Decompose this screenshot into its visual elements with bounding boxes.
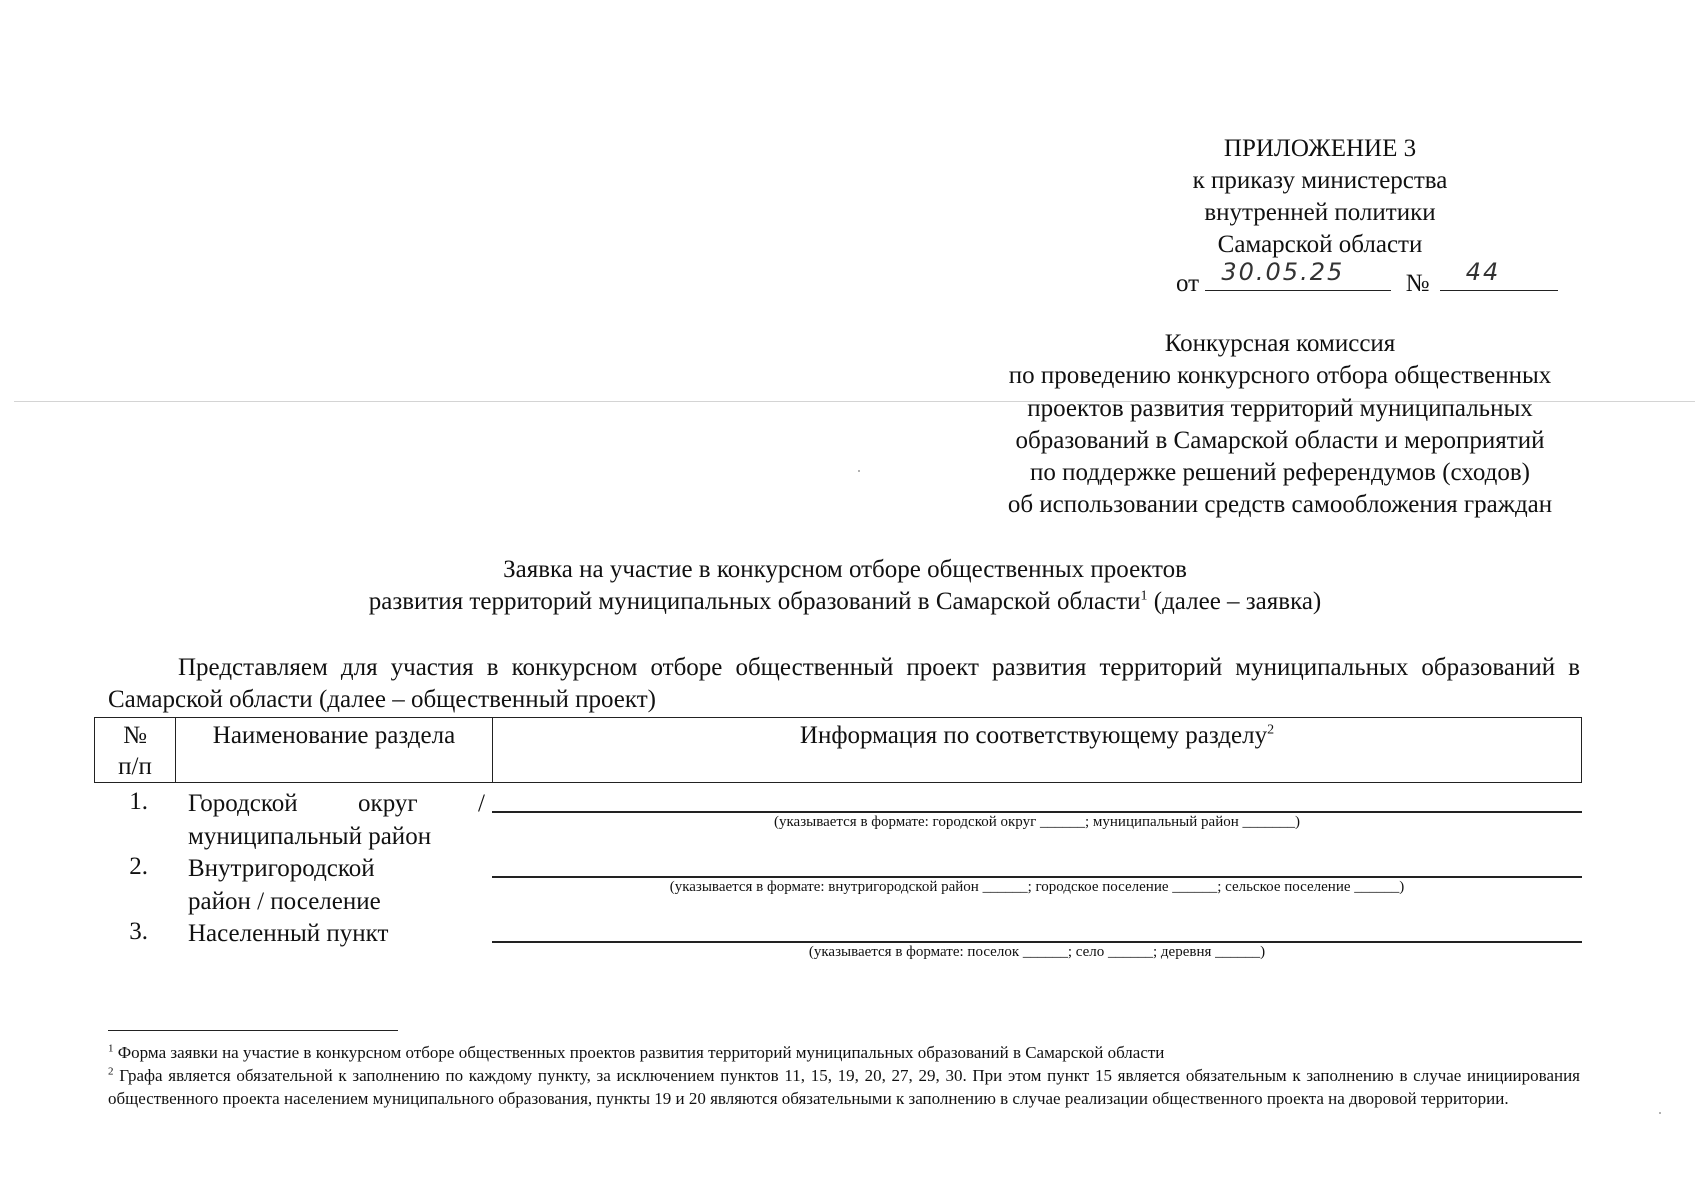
row-label-line: муниципальный район bbox=[188, 823, 432, 850]
commission-line: по проведению конкурсного отбора общественных bbox=[1008, 362, 1552, 390]
application-title bbox=[160, 554, 1530, 618]
row-format-note: (указывается в формате: внутригородской район ______; городское поселение ______; сельское поселение ______) bbox=[669, 879, 1405, 895]
header-section-name-cell bbox=[176, 718, 493, 783]
header-info: Информация по соответствующему разделу bbox=[799, 722, 1268, 749]
commission-line: об использовании средств самообложения граждан bbox=[1007, 491, 1553, 519]
row-input-line[interactable] bbox=[492, 876, 1582, 878]
handwritten-number: 44 bbox=[1465, 258, 1501, 286]
table-header-row bbox=[95, 718, 1582, 783]
footnote-marker: 1 bbox=[108, 1042, 114, 1055]
sections-table bbox=[94, 717, 1582, 783]
footnote-separator bbox=[108, 1030, 398, 1031]
number-prefix: № bbox=[1405, 270, 1430, 297]
footnote-marker: 2 bbox=[108, 1065, 114, 1078]
row-label-line: район / поселение bbox=[188, 888, 381, 915]
title-text: (далее – заявка) bbox=[1147, 588, 1322, 615]
row-format-note: (указывается в формате: поселок ______; село ______; деревня ______) bbox=[808, 944, 1266, 960]
title-text: развития территорий муниципальных образований в Самарской области bbox=[368, 588, 1141, 615]
scan-speck bbox=[858, 470, 860, 472]
appendix-line: внутренней политики bbox=[1204, 199, 1436, 226]
row-input-line[interactable] bbox=[492, 941, 1582, 943]
number-field bbox=[1440, 258, 1558, 291]
commission-line: Конкурсная комиссия bbox=[1164, 330, 1396, 357]
footnote-ref-1: 1 bbox=[1140, 588, 1148, 604]
row-label bbox=[188, 852, 485, 918]
row-label-line: Городской округ / bbox=[188, 790, 485, 817]
row-number: 1. bbox=[129, 788, 148, 815]
header-section-name: Наименование раздела bbox=[212, 722, 456, 749]
intro-paragraph: Представляем для участия в конкурсном отборе общественный проект развития территорий муниципальных образований в Самарской области (далее – общественный проект) bbox=[108, 654, 1580, 713]
header-num-line1: № bbox=[123, 722, 147, 749]
order-date-number-line bbox=[1176, 258, 1558, 297]
commission-line: проектов развития территорий муниципальных bbox=[1027, 394, 1533, 422]
header-num-line2: п/п bbox=[118, 753, 152, 780]
commission-line: по поддержке решений референдумов (сходов) bbox=[1030, 459, 1530, 487]
row-number: 3. bbox=[129, 918, 148, 945]
commission-addressee bbox=[930, 328, 1630, 522]
footnote-ref-2: 2 bbox=[1267, 722, 1275, 738]
row-label bbox=[188, 917, 485, 950]
date-prefix: от bbox=[1176, 270, 1200, 297]
row-label-line: Внутригородской bbox=[188, 855, 375, 882]
footnote-1 bbox=[108, 1041, 1580, 1064]
footnote-2 bbox=[108, 1064, 1580, 1110]
header-num-cell bbox=[95, 718, 176, 783]
appendix-heading: ПРИЛОЖЕНИЕ 3 bbox=[1223, 135, 1417, 162]
header-info-cell bbox=[493, 718, 1582, 783]
row-label bbox=[188, 787, 485, 853]
scan-speck bbox=[1659, 1112, 1661, 1114]
handwritten-date: 30.05.25 bbox=[1221, 258, 1345, 286]
row-label-line: Населенный пункт bbox=[188, 920, 389, 947]
footnote-text: Графа является обязательной к заполнению по каждому пункту, за исключением пунктов 11, 15, 19, 20, 27, 29, 30. При этом пункт 15 является обязательным к заполнению в случае инициирования общественного проекта населением муниципального образования, пункты 19 и 20 являются обязательными к заполнению в случае реализации общественного проекта на дворовой территории. bbox=[108, 1066, 1580, 1108]
application-title-line1: Заявка на участие в конкурсном отборе общественных проектов bbox=[503, 556, 1187, 583]
commission-line: образований в Самарской области и мероприятий bbox=[1015, 426, 1545, 454]
appendix-line: Самарской области bbox=[1217, 231, 1423, 258]
row-number: 2. bbox=[129, 853, 148, 880]
footnotes bbox=[108, 1041, 1580, 1110]
application-title-line2 bbox=[160, 586, 1530, 618]
row-input-line[interactable] bbox=[492, 811, 1582, 813]
date-field bbox=[1205, 258, 1391, 291]
row-format-note: (указывается в формате: городской округ ______; муниципальный район _______) bbox=[773, 814, 1300, 830]
appendix-block bbox=[1120, 133, 1520, 261]
footnote-text: Форма заявки на участие в конкурсном отборе общественных проектов развития территорий муниципальных образований в Самарской области bbox=[113, 1043, 1165, 1062]
appendix-line: к приказу министерства bbox=[1192, 167, 1448, 194]
